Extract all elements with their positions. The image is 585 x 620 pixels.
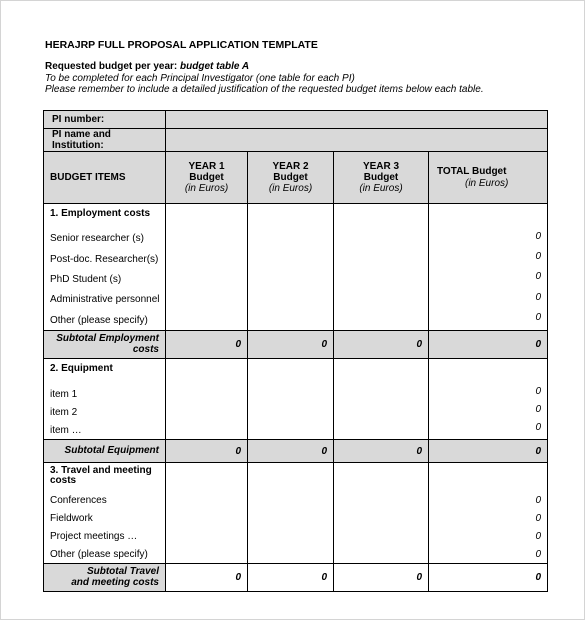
subtotal-year3: 0: [334, 331, 429, 359]
subtotal-total: 0: [429, 564, 548, 592]
pi-number-field[interactable]: [166, 111, 548, 129]
travel-total-cell: [429, 463, 548, 564]
subtotal-year2: 0: [248, 440, 334, 463]
employment-total-cell: [429, 204, 548, 331]
section-employment: [44, 204, 548, 331]
header-year2-title: YEAR 2: [272, 161, 309, 172]
travel-year1-cell[interactable]: [166, 463, 248, 564]
list-item: Fieldwork: [50, 512, 93, 524]
equipment-year2-cell[interactable]: [248, 359, 334, 440]
total-value: 0: [535, 230, 541, 242]
subtotal-equipment-label: Subtotal Equipment: [44, 440, 166, 463]
requested-budget-line: [45, 61, 484, 73]
intro-block: [45, 61, 484, 96]
header-row: [44, 152, 548, 204]
pi-name-label: PI name and Institution:: [44, 129, 166, 152]
section-title: [44, 463, 165, 491]
total-value: 0: [535, 271, 541, 282]
total-value: 0: [535, 312, 541, 323]
equipment-total-cell: [429, 359, 548, 440]
employment-year1-cell[interactable]: [166, 204, 248, 331]
list-item: item 2: [50, 406, 78, 418]
employment-year3-cell[interactable]: [334, 204, 429, 331]
header-total-title: TOTAL Budget: [437, 165, 507, 177]
subtotal-year1: 0: [166, 440, 248, 463]
subtotal-year1: 0: [166, 564, 248, 592]
list-item: item …: [50, 424, 82, 436]
subtotal-year3: 0: [334, 440, 429, 463]
subtotal-label-line1: Subtotal Travel: [86, 566, 159, 577]
pi-number-row: [44, 111, 548, 129]
header-year1-title: YEAR 1: [188, 161, 225, 172]
equipment-year1-cell[interactable]: [166, 359, 248, 440]
header-year1-unit: (in Euros): [184, 183, 229, 194]
section-title: 1. Employment costs: [50, 208, 151, 219]
header-year1-budget: Budget: [189, 172, 224, 183]
header-total-unit: (in Euros): [465, 177, 509, 189]
section-title-line2: costs: [50, 475, 77, 486]
list-item: Senior researcher (s): [50, 233, 144, 244]
total-value: 0: [535, 512, 541, 524]
list-item: Other (please specify): [50, 314, 148, 326]
list-item: Other (please specify): [50, 548, 148, 560]
travel-year3-cell[interactable]: [334, 463, 429, 564]
subtotal-year3: 0: [334, 564, 429, 592]
header-year2: [248, 152, 334, 204]
employment-items-cell: [44, 204, 166, 331]
total-value: 0: [535, 386, 541, 397]
budget-table: [43, 110, 548, 592]
section-title: 2. Equipment: [50, 363, 113, 374]
document-title: HERAJRP FULL PROPOSAL APPLICATION TEMPLATE: [45, 39, 318, 51]
list-item: Administrative personnel: [50, 294, 160, 305]
total-value: 0: [535, 404, 541, 415]
list-item: Post-doc. Researcher(s): [50, 253, 159, 265]
list-item: item 1: [50, 388, 78, 400]
subtotal-label-line1: Subtotal Employment: [56, 333, 159, 344]
header-year3: [334, 152, 429, 204]
pi-number-label: PI number:: [44, 111, 166, 129]
header-year1: [166, 152, 248, 204]
header-year3-budget: Budget: [363, 172, 399, 183]
total-value: 0: [535, 530, 541, 542]
travel-year2-cell[interactable]: [248, 463, 334, 564]
pi-name-row: [44, 129, 548, 152]
header-year2-unit: (in Euros): [268, 183, 313, 194]
subtotal-employment-row: [44, 331, 548, 359]
header-total: [429, 152, 548, 204]
subtotal-equipment-row: [44, 440, 548, 463]
subtotal-year2: 0: [248, 564, 334, 592]
subtotal-travel-label: [44, 564, 166, 592]
subtotal-employment-label: [44, 331, 166, 359]
total-value: 0: [535, 251, 541, 262]
requested-budget-table: budget table A: [180, 61, 250, 72]
instruction-completed: To be completed for each Principal Investigator (one table for each PI): [45, 72, 355, 84]
list-item: Conferences: [50, 494, 107, 506]
list-item: Project meetings …: [50, 530, 138, 542]
subtotal-year1: 0: [166, 331, 248, 359]
travel-items-cell: [44, 463, 166, 564]
subtotal-year2: 0: [248, 331, 334, 359]
total-value: 0: [535, 291, 541, 303]
header-year3-title: YEAR 3: [362, 161, 400, 172]
total-value: 0: [535, 422, 541, 433]
header-budget-items: BUDGET ITEMS: [44, 152, 166, 204]
section-equipment: [44, 359, 548, 440]
subtotal-label-line2: costs: [132, 343, 159, 355]
subtotal-total: 0: [429, 331, 548, 359]
subtotal-label-line2: and meeting costs: [71, 576, 159, 588]
header-year3-unit: (in Euros): [359, 183, 403, 194]
header-year2-budget: Budget: [273, 172, 308, 183]
pi-name-field[interactable]: [166, 129, 548, 152]
list-item: PhD Student (s): [50, 273, 122, 285]
total-value: 0: [535, 548, 541, 560]
section-travel: [44, 463, 548, 564]
total-value: 0: [535, 494, 541, 506]
equipment-year3-cell[interactable]: [334, 359, 429, 440]
employment-year2-cell[interactable]: [248, 204, 334, 331]
subtotal-travel-row: [44, 564, 548, 592]
instruction-remember: Please remember to include a detailed justification of the requested budget items below each table.: [45, 84, 484, 95]
section-title-line1: 3. Travel and meeting: [50, 465, 152, 476]
subtotal-total: 0: [429, 440, 548, 463]
equipment-items-cell: [44, 359, 166, 440]
requested-budget-label: Requested budget per year:: [45, 61, 181, 72]
